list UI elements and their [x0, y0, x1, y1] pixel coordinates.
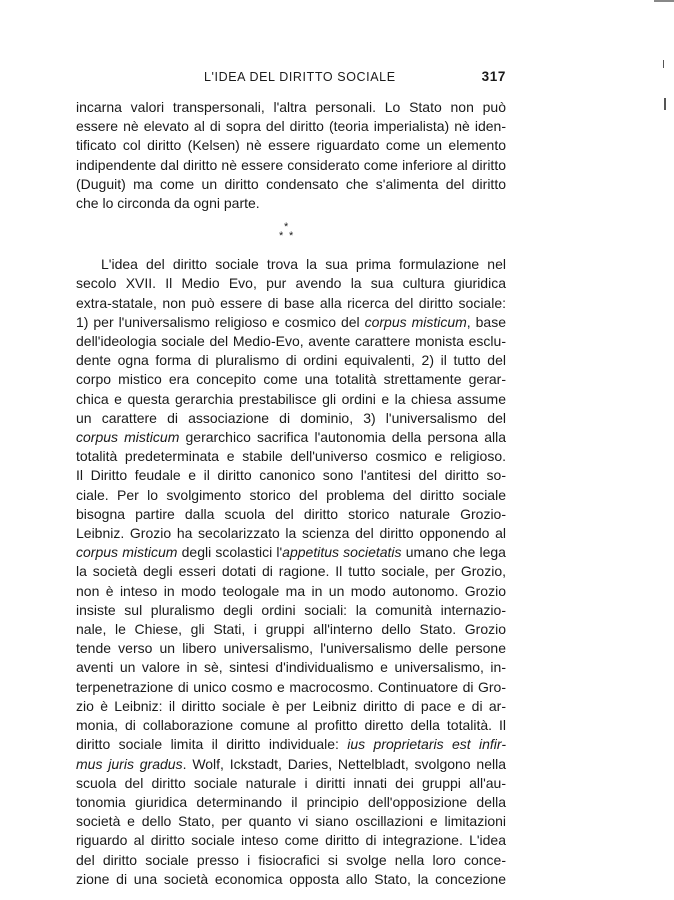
text-segment: bisogna partire dalla scuola del diritto storico naturale Grozio- — [76, 505, 506, 522]
asterisk-mark: * — [279, 230, 284, 243]
text-line — [76, 697, 506, 716]
text-segment: tonomia giuridica determinando il principio dell'opposizione della — [76, 793, 506, 810]
text-line: che lo circonda da ogni parte. — [76, 195, 260, 212]
text-line — [76, 409, 506, 428]
asterisk-mark: * — [284, 221, 289, 234]
text-segment: Il Diritto feudale e il diritto canonico sono l'antitesi del diritto so- — [76, 467, 506, 484]
text-line: essere nè elevato al di sopra del diritto (teoria imperialista) nè iden- — [76, 118, 506, 135]
text-line — [76, 351, 506, 370]
text-line — [76, 294, 506, 313]
paragraph-1 — [76, 98, 506, 213]
text-line — [76, 274, 506, 293]
text-segment: 1) per l'universalismo religioso e cosmico del — [76, 313, 365, 330]
text-segment: non è inteso in modo teologale ma in un modo autonomo. Grozio — [76, 582, 506, 599]
page-corner-mark — [654, 0, 674, 2]
text-segment: ciale. Per lo svolgimento storico del problema del diritto sociale — [76, 486, 506, 503]
italic-phrase: corpus misticum — [364, 313, 467, 330]
text-segment: nale, le Chiese, gli Stati, i gruppi all'interno dello Stato. Grozio — [76, 621, 506, 638]
body-text — [76, 98, 506, 889]
text-segment: riguardo al diritto sociale inteso come diritto di integrazione. L'idea — [76, 832, 506, 849]
text-segment: , base — [466, 313, 506, 330]
text-segment: società e dello Stato, per quanto vi siano oscillazioni e limitazioni — [76, 813, 506, 830]
text-line — [76, 505, 506, 524]
text-line — [76, 543, 506, 562]
text-segment: monia, di collaborazione comune al profitto diretto della totalità. Il — [76, 717, 506, 734]
text-line — [76, 466, 506, 485]
text-line — [76, 774, 506, 793]
text-line: (Duguit) ma come un diritto condensato che s'alimenta del diritto — [76, 175, 506, 192]
text-line — [76, 524, 506, 543]
italic-phrase: corpus misticum — [76, 544, 178, 561]
text-segment: gerarchico sacrifica l'autonomia della persona alla — [179, 429, 506, 446]
italic-phrase: ius proprietaris est infir- — [347, 736, 506, 753]
text-line — [76, 313, 506, 332]
text-line — [76, 658, 506, 677]
text-segment: umano che lega — [401, 544, 506, 561]
text-segment: scuola del diritto sociale naturale i diritti innati dei gruppi all'au- — [76, 774, 506, 791]
text-line — [76, 255, 506, 274]
text-segment: extra-statale, non può essere di base alla ricerca del diritto sociale: — [76, 294, 506, 311]
asterisk-mark: * — [289, 230, 294, 243]
text-line — [76, 428, 506, 447]
text-line — [76, 755, 506, 774]
text-segment: chica e questa gerarchia prestabilisce gli ordini e la chiesa assume — [76, 390, 506, 407]
text-line — [76, 851, 506, 870]
text-segment: aventi un valore in sè, sintesi d'individualismo e universalismo, in- — [76, 659, 506, 676]
text-segment: L'idea del diritto sociale trova la sua prima formulazione nel — [101, 256, 506, 273]
text-segment: zio è Leibniz: il diritto sociale è per Leibniz diritto di pace e di ar- — [76, 697, 506, 714]
text-line — [76, 831, 506, 850]
text-line — [76, 639, 506, 658]
text-segment: secolo XVII. Il Medio Evo, pur avendo la sua cultura giuridica — [76, 275, 506, 292]
text-line: indipendente dal diritto nè essere considerato come inferiore al diritto — [76, 156, 506, 173]
text-segment: tende verso un libero universalismo, l'universalismo delle persone — [76, 640, 506, 657]
text-line — [76, 735, 506, 754]
text-segment: totalità predeterminata e stabile dell'universo cosmico e religioso. — [76, 448, 506, 465]
text-line — [76, 447, 506, 466]
text-segment: del diritto sociale presso i fisiocrafici si svolge nella loro conce- — [76, 851, 506, 868]
text-line — [76, 390, 506, 409]
text-line — [76, 601, 506, 620]
margin-mark — [664, 98, 666, 110]
text-segment: corpo mistico era concepito come una totalità strettamente gerar- — [76, 371, 506, 388]
text-line — [76, 332, 506, 351]
text-segment: la società degli esseri dotati di ragione. Il tutto sociale, per Grozio, — [76, 563, 506, 580]
text-line — [76, 562, 506, 581]
margin-mark — [663, 60, 664, 68]
text-line: tificato col diritto (Kelsen) nè essere riguardato come un elemento — [76, 137, 506, 154]
text-line — [76, 370, 506, 389]
text-line — [76, 716, 506, 735]
text-segment: terpenetrazione di unico cosmo e macrocosmo. Continuatore di Gro- — [76, 678, 506, 695]
text-line — [76, 793, 506, 812]
text-segment: zione di una società economica opposta allo Stato, la concezione — [76, 870, 506, 887]
text-segment: un carattere di associazione di dominio, 3) l'universalismo del — [76, 409, 506, 426]
text-line: incarna valori transpersonali, l'altra personali. Lo Stato non può — [76, 99, 506, 115]
section-separator — [76, 221, 506, 245]
text-segment: degli scolastici l' — [177, 544, 283, 561]
text-segment: . Wolf, Ickstadt, Daries, Nettelbladt, svolgono nella — [182, 755, 507, 772]
text-segment: insiste sul pluralismo degli ordini sociali: la comunità internazio- — [76, 601, 506, 618]
text-segment: dell'ideologia sociale del Medio-Evo, avente carattere monista esclu- — [76, 333, 506, 350]
italic-phrase: corpus misticum — [76, 429, 180, 446]
running-title: L'IDEA DEL DIRITTO SOCIALE — [204, 70, 396, 84]
text-line — [76, 812, 506, 831]
text-segment: diritto sociale limita il diritto individuale: — [76, 736, 348, 753]
text-line — [76, 870, 506, 889]
text-segment: Leibniz. Grozio ha secolarizzato la scienza del diritto opponendo al — [76, 525, 506, 542]
italic-phrase: mus juris gradus — [76, 755, 183, 772]
page-number: 317 — [481, 69, 506, 84]
text-line — [76, 620, 506, 639]
paragraph-2 — [76, 255, 506, 889]
text-line — [76, 486, 506, 505]
italic-phrase: appetitus societatis — [282, 544, 402, 561]
text-line — [76, 582, 506, 601]
text-segment: dente ogna forma di pluralismo di ordini equivalenti, 2) il tutto del — [76, 352, 506, 369]
text-line — [76, 678, 506, 697]
